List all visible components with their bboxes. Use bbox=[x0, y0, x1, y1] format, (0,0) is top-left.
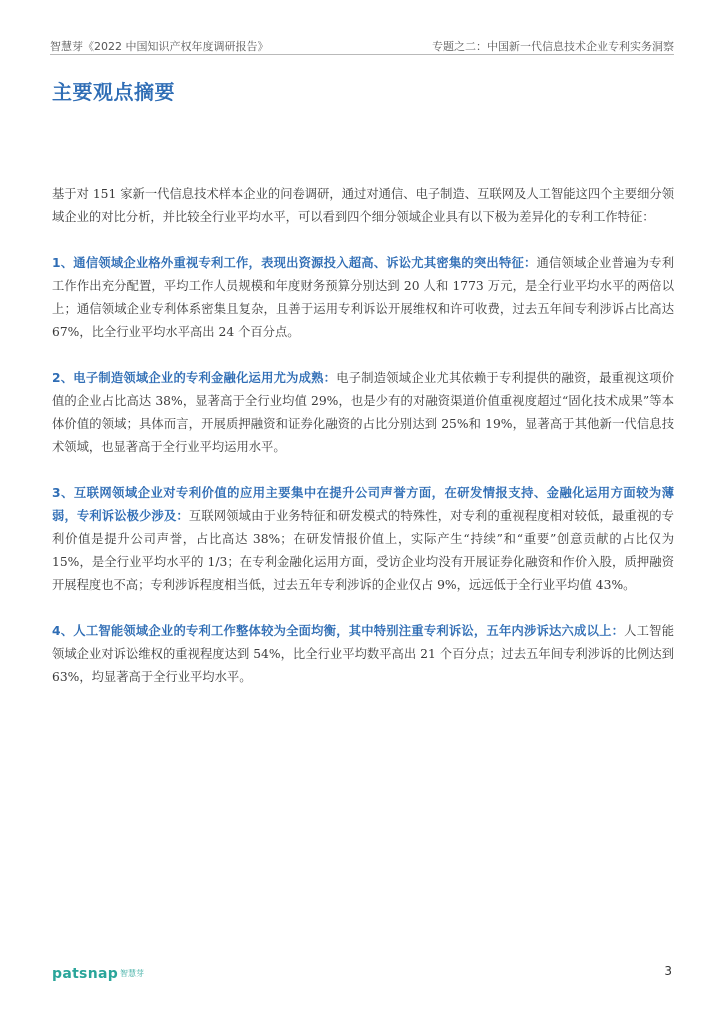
point-1-body: 通信领域企业普遍为专利工作作出充分配置，平均工作人员规模和年度财务预算分别达到 20 人和 1773 万元，是全行业平均水平的两倍以上；通信领域企业专利体系密集且复杂，且善于运用专利诉讼开展维权和许可收费，过去五年间专利涉诉占比高达 67%，比全行业平均水平高出 24 个百分点。 bbox=[52, 256, 674, 339]
summary-content bbox=[52, 183, 674, 689]
patsnap-logo bbox=[52, 963, 144, 982]
point-1-lead: 1、通信领域企业格外重视专利工作，表现出资源投入超高、诉讼尤其密集的突出特征： bbox=[52, 256, 537, 270]
point-4-body: 人工智能领域企业对诉讼维权的重视程度达到 54%，比全行业平均数平高出 21 个百分点；过去五年间专利涉诉的比例达到 63%，均显著高于全行业平均水平。 bbox=[52, 624, 674, 684]
report-title: 智慧芽《2022 中国知识产权年度调研报告》 bbox=[50, 40, 269, 53]
point-3-body: 互联网领域由于业务特征和研发模式的特殊性，对专利的重视程度相对较低，最重视的专利价值是提升公司声誉，占比高达 38%；在研发情报价值上，实际产生“持续”和“重要”创意贡献的占比仅为 15%，是全行业平均水平的 1/3；在专利金融化运用方面，受访企业均没有开展证券化融资和作价入股，质押融资开展程度也不高；专利涉诉程度相当低，过去五年专利涉诉的企业仅占 9%，远远低于全行业平均值 43%。 bbox=[52, 509, 674, 592]
section-title: 专题之二：中国新一代信息技术企业专利实务洞察 bbox=[432, 40, 674, 53]
intro-paragraph: 基于对 151 家新一代信息技术样本企业的问卷调研，通过对通信、电子制造、互联网及人工智能这四个主要细分领域企业的对比分析，并比较全行业平均水平，可以看到四个细分领域企业具有以下极为差异化的专利工作特征： bbox=[52, 187, 674, 224]
point-2-lead: 2、电子制造领域企业的专利金融化运用尤为成熟： bbox=[52, 371, 337, 385]
page-header bbox=[50, 36, 674, 55]
page-title: 主要观点摘要 bbox=[52, 80, 175, 104]
point-3 bbox=[52, 482, 674, 597]
point-4-lead: 4、人工智能领域企业的专利工作整体较为全面均衡，其中特别注重专利诉讼，五年内涉诉达六成以上： bbox=[52, 624, 625, 638]
point-2-body: 电子制造领域企业尤其依赖于专利提供的融资，最重视这项价值的企业占比高达 38%，显著高于全行业均值 29%，也是少有的对融资渠道价值重视度超过“固化技术成果”等本体价值的领域；具体而言，开展质押融资和证券化融资的占比分别达到 25%和 19%，显著高于其他新一代信息技术领域，也显著高于全行业平均运用水平。 bbox=[52, 371, 674, 454]
point-2 bbox=[52, 367, 674, 459]
point-4 bbox=[52, 620, 674, 689]
point-3-lead: 3、互联网领域企业对专利价值的应用主要集中在提升公司声誉方面，在研发情报支持、金融化运用方面较为薄弱，专利诉讼极少涉及： bbox=[52, 486, 674, 523]
logo-chinese: 智慧芽 bbox=[120, 969, 145, 978]
point-1 bbox=[52, 252, 674, 344]
logo-wordmark: patsnap bbox=[52, 966, 119, 982]
page-number: 3 bbox=[664, 964, 672, 978]
